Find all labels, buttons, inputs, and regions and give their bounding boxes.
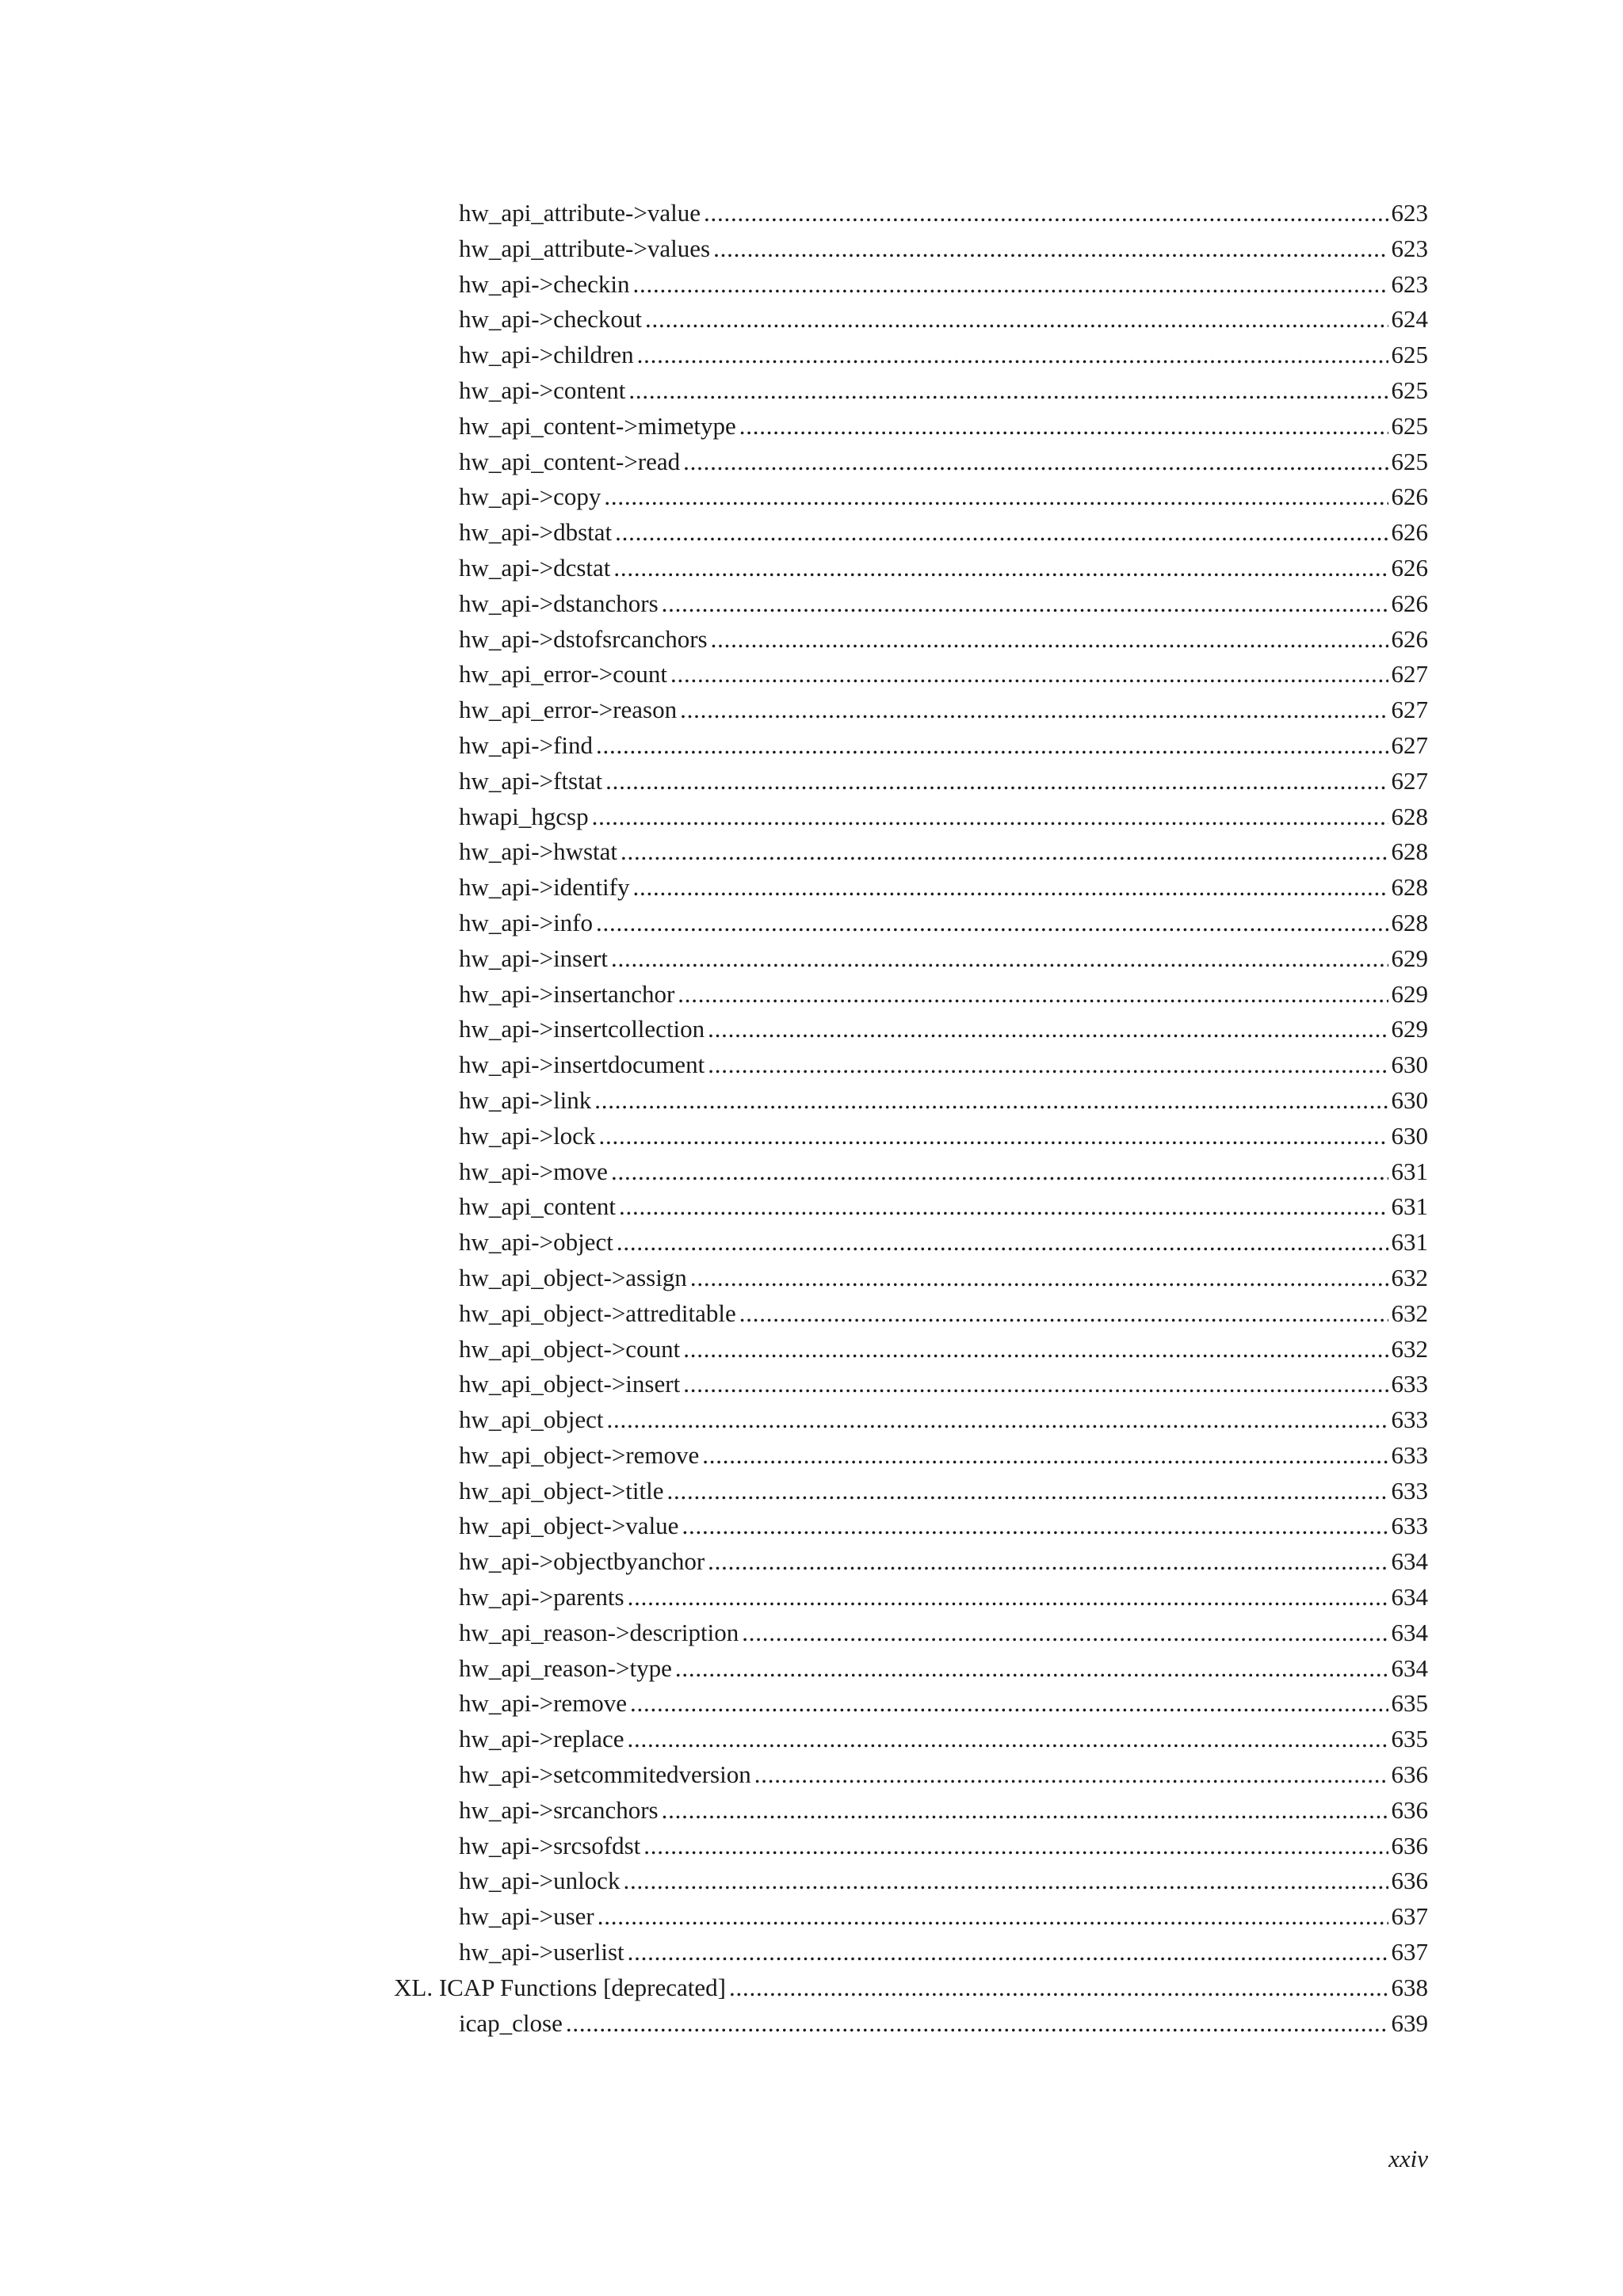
toc-entry-page: 634	[1391, 1618, 1428, 1646]
toc-entry[interactable]	[0, 622, 1623, 658]
toc-entry[interactable]	[0, 373, 1623, 409]
toc-entry-line	[459, 231, 1428, 267]
toc-entry-page: 632	[1391, 1263, 1428, 1291]
toc-entry-page: 635	[1391, 1689, 1428, 1718]
toc-entry-title: XL. ICAP Functions [deprecated]	[394, 1973, 726, 2001]
dot-leader	[621, 834, 1388, 870]
toc-entry-line	[459, 692, 1428, 728]
toc-entry-title: hw_api->dstanchors	[459, 589, 659, 617]
dot-leader	[729, 1970, 1388, 2006]
dot-leader	[675, 1651, 1388, 1687]
toc-entry[interactable]	[0, 586, 1623, 622]
toc-entry-title: hw_api->ftstat	[459, 766, 603, 795]
toc-entry[interactable]	[0, 799, 1623, 835]
toc-entry-page: 633	[1391, 1440, 1428, 1469]
dot-leader	[682, 1508, 1388, 1544]
toc-entry-line	[459, 1686, 1428, 1722]
toc-entry-title: hw_api_object->value	[459, 1512, 679, 1540]
dot-leader	[566, 2006, 1388, 2042]
toc-entry-title: hw_api->dbstat	[459, 518, 613, 547]
toc-entry-title: hw_api->content	[459, 376, 626, 404]
dot-leader	[628, 1722, 1388, 1757]
dot-leader	[619, 1189, 1388, 1225]
dot-leader	[594, 1083, 1388, 1119]
toc-entry-line	[459, 1935, 1428, 1970]
dot-leader	[630, 1686, 1388, 1722]
toc-entry-title: hw_api_object->count	[459, 1334, 681, 1363]
toc-entry-page: 639	[1391, 2008, 1428, 2037]
toc-entry-title: hw_api_object->attreditable	[459, 1299, 736, 1327]
toc-entry-page: 625	[1391, 341, 1428, 369]
toc-entry-page: 623	[1391, 199, 1428, 227]
toc-entry[interactable]	[0, 1722, 1623, 1757]
toc-entry-page: 626	[1391, 518, 1428, 547]
toc-entry-page: 628	[1391, 802, 1428, 830]
toc-entry-title: hw_api_error->count	[459, 660, 668, 688]
toc-entry[interactable]	[0, 1438, 1623, 1474]
toc-entry-page: 626	[1391, 624, 1428, 653]
toc-entry-title: hw_api->object	[459, 1228, 613, 1257]
toc-entry-title: hw_api->unlock	[459, 1867, 621, 1895]
toc-entry-line	[459, 1615, 1428, 1651]
toc-entry-title: hw_api->checkin	[459, 269, 630, 298]
toc-entry-page: 637	[1391, 1902, 1428, 1931]
dot-leader	[683, 444, 1388, 480]
dot-leader	[592, 799, 1388, 835]
toc-entry[interactable]	[0, 515, 1623, 551]
toc-entry-line	[459, 1829, 1428, 1864]
toc-entry-line	[459, 1508, 1428, 1544]
dot-leader	[632, 267, 1388, 303]
toc-entry[interactable]	[0, 1189, 1623, 1225]
toc-entry-title: hw_api_reason->type	[459, 1653, 672, 1682]
toc-entry-page: 633	[1391, 1405, 1428, 1434]
toc-entry-title: hw_api->copy	[459, 482, 601, 511]
toc-entry-line	[459, 444, 1428, 480]
toc-entry[interactable]	[0, 1119, 1623, 1154]
dot-leader	[680, 692, 1388, 728]
toc-entry[interactable]	[0, 870, 1623, 906]
toc-entry-line	[459, 1083, 1428, 1119]
table-of-contents	[0, 196, 1623, 2041]
toc-entry[interactable]	[0, 1686, 1623, 1722]
dot-leader	[713, 231, 1388, 267]
toc-entry-title: hw_api->link	[459, 1085, 592, 1114]
toc-entry[interactable]	[0, 1793, 1623, 1829]
toc-entry-line	[459, 1296, 1428, 1332]
dot-leader	[683, 1332, 1388, 1367]
toc-entry-line	[459, 2006, 1428, 2042]
toc-entry-page: 630	[1391, 1085, 1428, 1114]
toc-entry-line	[459, 1189, 1428, 1225]
toc-entry[interactable]	[0, 728, 1623, 764]
toc-entry-title: hw_api_object->assign	[459, 1263, 687, 1291]
toc-entry-title: hw_api->replace	[459, 1725, 624, 1753]
toc-entry-page: 630	[1391, 1051, 1428, 1079]
toc-entry-page: 628	[1391, 908, 1428, 936]
toc-entry[interactable]	[0, 231, 1623, 267]
dot-leader	[645, 302, 1388, 338]
toc-entry-page: 632	[1391, 1334, 1428, 1363]
dot-leader	[617, 1225, 1388, 1261]
toc-entry-line	[459, 1225, 1428, 1261]
dot-leader	[607, 1402, 1388, 1438]
dot-leader	[739, 1296, 1388, 1332]
toc-entry[interactable]	[0, 977, 1623, 1013]
toc-entry-line	[459, 622, 1428, 658]
toc-entry[interactable]	[0, 764, 1623, 799]
toc-entry[interactable]	[0, 551, 1623, 586]
dot-leader	[615, 515, 1388, 551]
toc-entry[interactable]	[0, 1047, 1623, 1083]
toc-entry[interactable]	[0, 1296, 1623, 1332]
toc-entry-page: 623	[1391, 269, 1428, 298]
toc-entry-title: hw_api_reason->description	[459, 1618, 739, 1646]
toc-entry-title: hw_api_content	[459, 1192, 617, 1221]
toc-entry-page: 629	[1391, 979, 1428, 1008]
toc-entry-page: 624	[1391, 305, 1428, 334]
toc-entry-page: 628	[1391, 873, 1428, 902]
toc-entry[interactable]	[0, 267, 1623, 303]
dot-leader	[702, 1438, 1388, 1474]
toc-entry-title: hw_api->remove	[459, 1689, 628, 1718]
toc-entry-page: 638	[1391, 1973, 1428, 2001]
toc-entry-line	[459, 1261, 1428, 1296]
toc-entry-line	[459, 551, 1428, 586]
toc-entry-title: hw_api->dstofsrcanchors	[459, 624, 708, 653]
toc-entry-page: 629	[1391, 1015, 1428, 1043]
toc-entry-title: hw_api->find	[459, 730, 594, 759]
toc-entry-line	[459, 1332, 1428, 1367]
toc-entry-line	[459, 1012, 1428, 1047]
toc-entry[interactable]	[0, 2006, 1623, 2042]
toc-entry-title: hw_api_content->mimetype	[459, 411, 736, 440]
toc-entry-title: icap_close	[459, 2008, 563, 2037]
toc-entry-page: 633	[1391, 1370, 1428, 1398]
toc-entry[interactable]	[0, 196, 1623, 231]
toc-entry-line	[459, 870, 1428, 906]
toc-entry-title: hw_api->lock	[459, 1121, 596, 1150]
toc-entry-title: hw_api->checkout	[459, 305, 642, 334]
toc-entry[interactable]	[0, 657, 1623, 692]
toc-entry-title: hw_api_object->remove	[459, 1440, 700, 1469]
dot-leader	[598, 1119, 1388, 1154]
toc-entry-line	[459, 941, 1428, 977]
toc-entry-page: 636	[1391, 1831, 1428, 1859]
toc-entry-line	[459, 799, 1428, 835]
toc-entry-line	[459, 764, 1428, 799]
dot-leader	[613, 551, 1388, 586]
toc-entry[interactable]	[0, 1225, 1623, 1261]
toc-entry-line	[459, 196, 1428, 231]
toc-entry-page: 627	[1391, 660, 1428, 688]
toc-entry[interactable]	[0, 834, 1623, 870]
toc-entry[interactable]	[0, 444, 1623, 480]
dot-leader	[754, 1757, 1388, 1793]
toc-entry-page: 626	[1391, 482, 1428, 511]
toc-entry-line	[459, 1651, 1428, 1687]
toc-entry[interactable]	[0, 1757, 1623, 1793]
toc-entry-title: hw_api_error->reason	[459, 696, 678, 724]
toc-entry-line	[459, 1119, 1428, 1154]
toc-entry-line	[459, 1757, 1428, 1793]
toc-entry-title: hw_api->dcstat	[459, 553, 611, 582]
toc-entry-page: 632	[1391, 1299, 1428, 1327]
dot-leader	[611, 1154, 1388, 1190]
dot-leader	[704, 196, 1388, 231]
toc-entry-title: hw_api->move	[459, 1157, 608, 1185]
toc-entry-title: hw_api_content->read	[459, 447, 681, 475]
toc-entry-title: hw_api->children	[459, 341, 634, 369]
dot-leader	[604, 479, 1388, 515]
toc-entry-title: hw_api->userlist	[459, 1938, 624, 1966]
toc-entry[interactable]	[0, 1261, 1623, 1296]
dot-leader	[598, 1899, 1388, 1935]
toc-entry-title: hw_api->hwstat	[459, 837, 618, 866]
toc-entry[interactable]	[0, 1508, 1623, 1544]
toc-entry-page: 625	[1391, 376, 1428, 404]
toc-entry[interactable]	[0, 1899, 1623, 1935]
toc-entry[interactable]	[0, 1012, 1623, 1047]
dot-leader	[643, 1829, 1388, 1864]
dot-leader	[633, 870, 1388, 906]
page-number: xxiv	[1388, 2145, 1428, 2172]
toc-entry-page: 625	[1391, 447, 1428, 475]
toc-entry-line	[459, 302, 1428, 338]
dot-leader	[611, 941, 1388, 977]
dot-leader	[708, 1047, 1388, 1083]
toc-entry[interactable]	[0, 1544, 1623, 1580]
toc-entry-line	[459, 338, 1428, 373]
toc-entry-title: hw_api_object->insert	[459, 1370, 681, 1398]
toc-entry[interactable]	[0, 1154, 1623, 1190]
toc-entry-title: hw_api->objectbyanchor	[459, 1547, 705, 1576]
toc-entry-title: hw_api->insertcollection	[459, 1015, 705, 1043]
toc-entry-line	[459, 479, 1428, 515]
toc-entry[interactable]	[0, 692, 1623, 728]
toc-entry-page: 630	[1391, 1121, 1428, 1150]
dot-leader	[670, 657, 1388, 692]
dot-leader	[683, 1367, 1388, 1402]
toc-entry-page: 627	[1391, 730, 1428, 759]
toc-entry-title: hw_api->insertanchor	[459, 979, 675, 1008]
toc-entry-page: 634	[1391, 1583, 1428, 1611]
toc-entry-line	[459, 1474, 1428, 1509]
toc-entry-title: hw_api->insertdocument	[459, 1051, 705, 1079]
dot-leader	[628, 1580, 1388, 1615]
dot-leader	[628, 373, 1388, 409]
toc-entry[interactable]	[0, 1615, 1623, 1651]
toc-entry-line	[459, 515, 1428, 551]
toc-entry-line	[459, 586, 1428, 622]
toc-entry-line	[459, 1722, 1428, 1757]
toc-entry-page: 636	[1391, 1867, 1428, 1895]
toc-entry-line	[459, 728, 1428, 764]
toc-entry-line	[459, 1899, 1428, 1935]
toc-entry-line	[459, 834, 1428, 870]
toc-entry-page: 633	[1391, 1512, 1428, 1540]
toc-entry-page: 627	[1391, 696, 1428, 724]
dot-leader	[708, 1544, 1388, 1580]
toc-entry[interactable]	[0, 479, 1623, 515]
dot-leader	[711, 622, 1388, 658]
dot-leader	[667, 1474, 1388, 1509]
dot-leader	[742, 1615, 1388, 1651]
toc-entry-page: 631	[1391, 1157, 1428, 1185]
toc-entry[interactable]	[0, 906, 1623, 941]
toc-entry-page: 625	[1391, 411, 1428, 440]
toc-entry[interactable]	[0, 1863, 1623, 1899]
toc-entry-page: 626	[1391, 589, 1428, 617]
dot-leader	[662, 586, 1388, 622]
toc-entry[interactable]	[0, 1332, 1623, 1367]
toc-entry-page: 627	[1391, 766, 1428, 795]
toc-entry-title: hw_api_object	[459, 1405, 604, 1434]
toc-entry[interactable]	[0, 1367, 1623, 1402]
dot-leader	[678, 977, 1388, 1013]
toc-entry[interactable]	[0, 1651, 1623, 1687]
dot-leader	[605, 764, 1388, 799]
toc-entry-title: hw_api->insert	[459, 944, 608, 972]
dot-leader	[662, 1793, 1388, 1829]
toc-entry-line	[459, 1402, 1428, 1438]
toc-entry-title: hw_api->parents	[459, 1583, 624, 1611]
toc-entry[interactable]	[0, 302, 1623, 338]
toc-entry-line	[459, 1863, 1428, 1899]
dot-leader	[637, 338, 1388, 373]
toc-entry[interactable]	[0, 1402, 1623, 1438]
toc-entry-line	[459, 1793, 1428, 1829]
dot-leader	[596, 906, 1388, 941]
toc-entry-line	[394, 1970, 1428, 2006]
toc-entry[interactable]	[0, 1829, 1623, 1864]
toc-entry-page: 623	[1391, 234, 1428, 262]
toc-entry[interactable]	[0, 1935, 1623, 1970]
toc-entry[interactable]	[0, 1474, 1623, 1509]
toc-entry-line	[459, 1438, 1428, 1474]
toc-entry-line	[459, 373, 1428, 409]
toc-entry-title: hw_api->srcsofdst	[459, 1831, 641, 1859]
toc-entry-line	[459, 267, 1428, 303]
dot-leader	[628, 1935, 1388, 1970]
toc-entry[interactable]	[0, 941, 1623, 977]
dot-leader	[690, 1261, 1388, 1296]
toc-entry-page: 634	[1391, 1653, 1428, 1682]
dot-leader	[596, 728, 1388, 764]
toc-entry-line	[459, 1367, 1428, 1402]
toc-entry-title: hw_api_object->title	[459, 1476, 664, 1505]
toc-entry-page: 636	[1391, 1760, 1428, 1789]
toc-entry[interactable]	[0, 409, 1623, 444]
toc-entry-line	[459, 657, 1428, 692]
toc-entry-line	[459, 1047, 1428, 1083]
toc-entry-page: 631	[1391, 1192, 1428, 1221]
toc-entry-line	[459, 1580, 1428, 1615]
toc-entry-line	[459, 906, 1428, 941]
toc-entry-page: 637	[1391, 1938, 1428, 1966]
toc-entry-title: hw_api_attribute->values	[459, 234, 711, 262]
toc-entry[interactable]	[0, 1083, 1623, 1119]
toc-entry-line	[459, 1154, 1428, 1190]
toc-entry-line	[459, 977, 1428, 1013]
toc-entry-title: hw_api_attribute->value	[459, 199, 701, 227]
toc-entry-title: hw_api->identify	[459, 873, 630, 902]
toc-entry-title: hwapi_hgcsp	[459, 802, 589, 830]
toc-entry-page: 633	[1391, 1476, 1428, 1505]
toc-entry[interactable]	[0, 338, 1623, 373]
toc-entry-title: hw_api->setcommitedversion	[459, 1760, 751, 1789]
toc-entry-line	[459, 409, 1428, 444]
toc-entry-title: hw_api->srcanchors	[459, 1795, 659, 1824]
toc-entry-title: hw_api->user	[459, 1902, 594, 1931]
toc-entry-page: 628	[1391, 837, 1428, 866]
toc-entry-page: 626	[1391, 553, 1428, 582]
dot-leader	[739, 409, 1388, 444]
toc-entry-page: 634	[1391, 1547, 1428, 1576]
toc-entry-page: 631	[1391, 1228, 1428, 1257]
toc-entry-page: 636	[1391, 1795, 1428, 1824]
toc-entry-title: hw_api->info	[459, 908, 594, 936]
toc-entry-page: 629	[1391, 944, 1428, 972]
dot-leader	[623, 1863, 1388, 1899]
toc-entry[interactable]	[0, 1580, 1623, 1615]
toc-entry-line	[459, 1544, 1428, 1580]
toc-chapter-entry[interactable]	[0, 1970, 1623, 2006]
toc-entry-page: 635	[1391, 1725, 1428, 1753]
dot-leader	[708, 1012, 1388, 1047]
